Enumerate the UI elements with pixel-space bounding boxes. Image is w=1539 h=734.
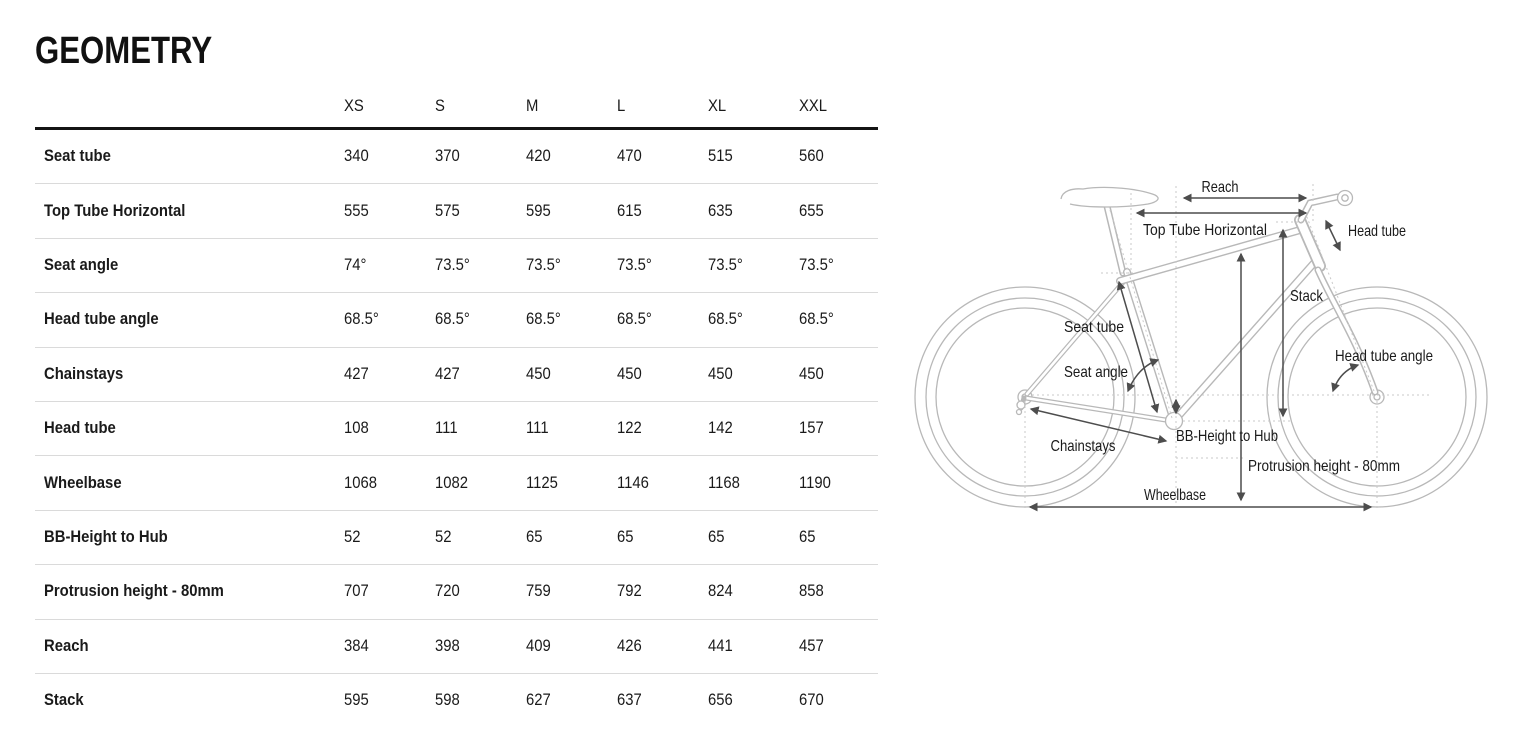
cell-value: 52 xyxy=(344,527,361,546)
label-bb-height-to-hub: BB-Height to Hub xyxy=(1176,428,1279,445)
chainstays-arrow xyxy=(1031,409,1166,441)
cell-value: 615 xyxy=(617,201,642,220)
cell-value: 65 xyxy=(617,527,634,546)
row-label: Top Tube Horizontal xyxy=(44,201,186,220)
cell-value: 398 xyxy=(435,636,460,655)
cell-value: 450 xyxy=(617,364,642,383)
cell-value: 73.5° xyxy=(435,255,470,274)
cell-value: 656 xyxy=(708,691,733,710)
row-label: Head tube angle xyxy=(44,310,159,329)
cell-value: 427 xyxy=(344,364,369,383)
cell-value: 707 xyxy=(344,582,369,601)
cell-value: 635 xyxy=(708,201,733,220)
cell-value: 457 xyxy=(799,636,824,655)
cell-value: 858 xyxy=(799,582,824,601)
cell-value: 74° xyxy=(344,255,367,274)
label-head-tube: Head tube xyxy=(1348,223,1407,240)
cell-value: 627 xyxy=(526,691,551,710)
cell-value: 427 xyxy=(435,364,460,383)
cell-value: 575 xyxy=(435,201,460,220)
label-reach: Reach xyxy=(1201,179,1239,196)
cell-value: 68.5° xyxy=(708,310,743,329)
cell-value: 73.5° xyxy=(708,255,743,274)
row-label: Seat angle xyxy=(44,255,119,274)
head-tube-arrow xyxy=(1326,221,1340,250)
cell-value: 1190 xyxy=(799,473,831,492)
cell-value: 111 xyxy=(526,419,549,438)
cell-value: 420 xyxy=(526,147,551,166)
label-wheelbase: Wheelbase xyxy=(1144,487,1207,504)
label-protrusion-height: Protrusion height - 80mm xyxy=(1248,458,1400,475)
cell-value: 450 xyxy=(708,364,733,383)
page-title: GEOMETRY xyxy=(35,30,213,72)
label-head-tube-angle: Head tube angle xyxy=(1335,348,1434,365)
saddle xyxy=(1061,187,1158,207)
row-label: BB-Height to Hub xyxy=(44,527,168,546)
cell-value: 73.5° xyxy=(617,255,652,274)
row-label: Stack xyxy=(44,691,84,710)
cell-value: 157 xyxy=(799,419,824,438)
column-header: S xyxy=(435,96,445,115)
label-seat-angle: Seat angle xyxy=(1064,364,1129,381)
label-stack: Stack xyxy=(1290,288,1324,305)
cell-value: 68.5° xyxy=(799,310,834,329)
label-top-tube-horizontal: Top Tube Horizontal xyxy=(1143,222,1267,239)
label-chainstays: Chainstays xyxy=(1050,438,1116,455)
cell-value: 370 xyxy=(435,147,460,166)
cell-value: 792 xyxy=(617,582,642,601)
cell-value: 555 xyxy=(344,201,369,220)
cell-value: 68.5° xyxy=(435,310,470,329)
cell-value: 1082 xyxy=(435,473,469,492)
cell-value: 426 xyxy=(617,636,642,655)
row-label: Head tube xyxy=(44,419,116,438)
cell-value: 637 xyxy=(617,691,642,710)
cell-value: 73.5° xyxy=(799,255,834,274)
column-header: XS xyxy=(344,96,364,115)
column-header: XXL xyxy=(799,96,828,115)
cell-value: 68.5° xyxy=(526,310,561,329)
label-seat-tube: Seat tube xyxy=(1064,319,1125,336)
cell-value: 595 xyxy=(526,201,551,220)
cell-value: 720 xyxy=(435,582,460,601)
cell-value: 68.5° xyxy=(344,310,379,329)
cell-value: 824 xyxy=(708,582,733,601)
column-header: M xyxy=(526,96,539,115)
cell-value: 670 xyxy=(799,691,824,710)
row-label: Protrusion height - 80mm xyxy=(44,582,224,601)
cell-value: 384 xyxy=(344,636,369,655)
cell-value: 560 xyxy=(799,147,824,166)
cell-value: 1168 xyxy=(708,473,740,492)
cell-value: 65 xyxy=(708,527,725,546)
cell-value: 1125 xyxy=(526,473,558,492)
bottom-bracket xyxy=(1166,413,1183,430)
cell-value: 515 xyxy=(708,147,733,166)
cell-value: 111 xyxy=(435,419,458,438)
cell-value: 52 xyxy=(435,527,452,546)
cell-value: 1146 xyxy=(617,473,649,492)
row-label: Reach xyxy=(44,636,89,655)
column-header: L xyxy=(617,96,626,115)
cell-value: 65 xyxy=(799,527,816,546)
row-label: Wheelbase xyxy=(44,473,122,492)
cell-value: 759 xyxy=(526,582,551,601)
cell-value: 450 xyxy=(526,364,551,383)
cell-value: 108 xyxy=(344,419,369,438)
cell-value: 65 xyxy=(526,527,543,546)
cell-value: 409 xyxy=(526,636,551,655)
head-tube-angle-arc xyxy=(1333,365,1358,391)
cell-value: 655 xyxy=(799,201,824,220)
cell-value: 450 xyxy=(799,364,824,383)
cell-value: 340 xyxy=(344,147,369,166)
cell-value: 142 xyxy=(708,419,733,438)
cell-value: 122 xyxy=(617,419,642,438)
cell-value: 441 xyxy=(708,636,733,655)
cell-value: 598 xyxy=(435,691,460,710)
row-label: Seat tube xyxy=(44,147,111,166)
column-header: XL xyxy=(708,96,727,115)
cell-value: 68.5° xyxy=(617,310,652,329)
cell-value: 73.5° xyxy=(526,255,561,274)
row-label: Chainstays xyxy=(44,364,124,383)
cell-value: 595 xyxy=(344,691,369,710)
cell-value: 1068 xyxy=(344,473,378,492)
cell-value: 470 xyxy=(617,147,642,166)
